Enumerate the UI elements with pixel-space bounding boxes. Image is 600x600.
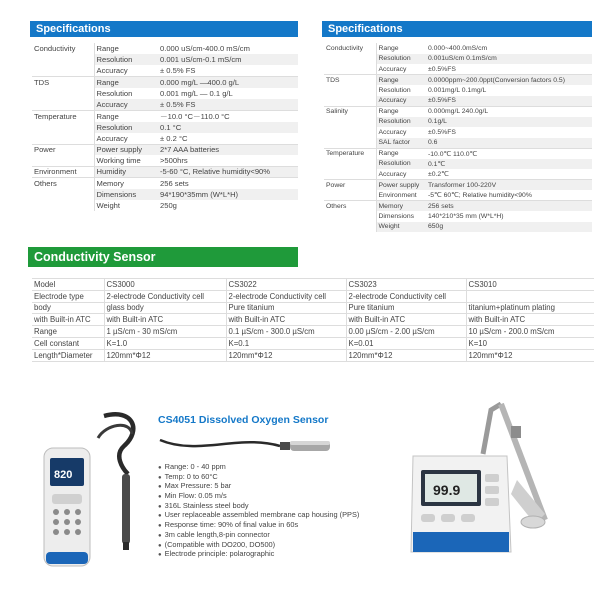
left-spec-value-cell: ± 0.2 °C (160, 133, 188, 143)
right-spec-group-cell: Salinity (324, 106, 376, 117)
conductivity-row (32, 279, 594, 291)
left-spec-param-cell: Weight (96, 201, 120, 211)
left-spec-param-cell: Accuracy (96, 66, 128, 76)
right-spec-param-cell: Accuracy (378, 170, 407, 178)
left-spec-group-cell: TDS (32, 77, 94, 88)
conductivity-cell: with Built-in ATC (466, 314, 594, 326)
conductivity-cell: 0.00 µS/cm - 2.00 µS/cm (346, 326, 466, 338)
right-spec-row (324, 106, 592, 117)
right-spec-value-cell: 0.0000ppm~200.0ppt(Conversion factors 0.5) (426, 75, 592, 86)
right-spec-group-cell: Temperature (324, 148, 376, 159)
left-spec-row (32, 189, 298, 200)
left-spec-row (32, 99, 298, 110)
conductivity-row (32, 314, 594, 326)
right-spec-row (324, 43, 592, 54)
left-spec-group-cell (32, 200, 94, 211)
left-spec-value-cell: 0.000 uS/cm-400.0 mS/cm (160, 44, 250, 54)
conductivity-row-label: with Built-in ATC (32, 314, 104, 326)
do-feature-item: ● Max Pressure: 5 bar (158, 481, 359, 491)
do-feature-item: ● Response time: 90% of final value in 60s (158, 520, 359, 530)
right-spec-row (324, 127, 592, 138)
left-spec-row (32, 144, 298, 155)
conductivity-cell: titanium+platinum plating (466, 302, 594, 314)
left-spec-value-cell: 250g (160, 201, 177, 211)
left-spec-value-cell: －10.0 °C－110.0 °C (158, 110, 298, 122)
left-spec-row (32, 166, 298, 177)
left-spec-param-cell: Resolution (96, 88, 133, 98)
right-spec-value-cell: 0.001mg/L 0.1mg/L (428, 86, 487, 94)
left-spec-param-cell: Power supply (94, 144, 158, 155)
do-feature-item: ● User replaceable assembled membrane cap housing (PPS) (158, 510, 359, 520)
right-spec-value-cell: ±0.5%FS (428, 128, 456, 136)
left-spec-group-cell (32, 133, 94, 144)
right-spec-param-cell: Resolution (376, 54, 426, 65)
left-spec-param-cell: Range (94, 77, 158, 88)
right-spec-param-cell: Memory (376, 201, 426, 212)
conductivity-cell: 0.1 µS/cm - 300.0 µS/cm (226, 326, 346, 338)
do-sensor-title: CS4051 Dissolved Oxygen Sensor (158, 414, 329, 426)
conductivity-row (32, 290, 594, 302)
left-spec-row (32, 54, 298, 65)
right-spec-value-cell: 140*210*35 mm (W*L*H) (428, 212, 504, 220)
right-spec-group-cell: Conductivity (324, 43, 376, 54)
conductivity-cell: K=10 (466, 337, 594, 349)
conductivity-cell: glass body (104, 302, 226, 314)
left-spec-header: Specifications (30, 21, 298, 37)
handheld-meter-image (38, 402, 150, 574)
right-spec-param-cell: Range (376, 75, 426, 86)
left-spec-table (32, 43, 298, 211)
left-spec-row (32, 155, 298, 166)
left-spec-row (32, 77, 298, 88)
right-spec-group-cell (324, 64, 376, 75)
conductivity-cell: CS3010 (466, 279, 594, 291)
left-spec-param-cell: Resolution (94, 54, 158, 65)
right-spec-table (324, 43, 592, 232)
right-spec-value-cell: 0.1g/L (426, 117, 592, 128)
right-spec-value-cell: -10.0℃ 110.0℃ (426, 148, 592, 159)
left-spec-group-cell (32, 122, 94, 133)
right-spec-param-cell: Resolution (378, 86, 411, 94)
left-spec-value-cell: ± 0.5% FS (158, 99, 298, 110)
conductivity-cell: with Built-in ATC (226, 314, 346, 326)
right-spec-row (324, 211, 592, 222)
conductivity-row-label: Cell constant (32, 337, 104, 349)
benchtop-meter-image (405, 402, 555, 558)
left-spec-value-cell: >500hrs (160, 156, 188, 166)
right-spec-param-cell: Environment (378, 191, 417, 199)
left-spec-value-cell: ± 0.5% FS (160, 66, 196, 76)
do-feature-item: ● Electrode principle: polarographic (158, 549, 359, 559)
right-spec-row (324, 75, 592, 86)
conductivity-row-label: Length*Diameter (32, 349, 104, 361)
conductivity-cell: 120mm*Φ12 (226, 349, 346, 361)
right-spec-group-cell (324, 54, 376, 65)
right-spec-value-cell: Transformer 100-220V (426, 180, 592, 191)
right-spec-row (324, 117, 592, 128)
left-spec-value-cell: 2*7 AAA batteries (158, 144, 298, 155)
left-spec-param-cell: Humidity (94, 166, 158, 177)
do-feature-item: ● 316L Stainless steel body (158, 501, 359, 511)
right-spec-group-cell (324, 211, 376, 222)
conductivity-row-label: body (32, 302, 104, 314)
right-spec-param-cell: SAL factor (376, 138, 426, 149)
conductivity-cell: with Built-in ATC (104, 314, 226, 326)
do-feature-item: ● Range: 0 - 40 ppm (158, 462, 359, 472)
conductivity-sensor-header: Conductivity Sensor (28, 247, 298, 267)
conductivity-cell: 120mm*Φ12 (346, 349, 466, 361)
right-spec-param-cell: Range (376, 106, 426, 117)
right-spec-group-cell (324, 96, 376, 107)
conductivity-cell: Pure titanium (226, 302, 346, 314)
right-spec-group-cell (324, 127, 376, 138)
right-spec-param-cell: Dimensions (378, 212, 415, 220)
left-spec-param-cell: Accuracy (94, 99, 158, 110)
right-spec-row (324, 222, 592, 233)
left-spec-row (32, 200, 298, 211)
conductivity-cell: K=0.1 (226, 337, 346, 349)
right-spec-value-cell: ±0.2℃ (428, 171, 449, 178)
left-spec-param-cell: Working time (96, 156, 141, 166)
conductivity-cell: with Built-in ATC (346, 314, 466, 326)
left-spec-group-cell: Temperature (32, 110, 94, 122)
left-spec-group-cell (32, 99, 94, 110)
left-spec-value-cell: -5-60 °C, Relative humidity<90% (158, 166, 298, 177)
do-feature-item: ● (Compatible with DO200, DO500) (158, 540, 359, 550)
right-spec-value-cell: ±0.5%FS (426, 96, 592, 107)
right-spec-row (324, 54, 592, 65)
conductivity-sensor-table (32, 278, 594, 362)
right-spec-row (324, 148, 592, 159)
right-spec-param-cell: Accuracy (378, 65, 407, 73)
do-feature-item: ● 3m cable length,8-pin connector (158, 530, 359, 540)
right-spec-param-cell: Resolution (376, 117, 426, 128)
right-spec-value-cell: ±0.5%FS (428, 65, 456, 73)
conductivity-cell: 2-electrode Conductivity cell (226, 290, 346, 302)
right-spec-param-cell: Accuracy (376, 96, 426, 107)
right-spec-value-cell: 0.001uS/cm 0.1mS/cm (426, 54, 592, 65)
left-spec-value-cell: 0.001 mg/L — 0.1 g/L (160, 88, 233, 98)
conductivity-cell: 120mm*Φ12 (104, 349, 226, 361)
do-feature-item: ● Temp: 0 to 60°C (158, 472, 359, 482)
right-spec-param-cell: Resolution (376, 159, 426, 170)
do-feature-item: ● Min Flow: 0.05 m/s (158, 491, 359, 501)
left-spec-row (32, 88, 298, 99)
right-spec-group-cell (324, 159, 376, 170)
right-spec-value-cell: 256 sets (426, 201, 592, 212)
right-spec-row (324, 201, 592, 212)
right-spec-param-cell: Range (376, 148, 426, 159)
conductivity-row (32, 349, 594, 361)
conductivity-cell: 1 µS/cm - 30 mS/cm (104, 326, 226, 338)
conductivity-cell (466, 290, 594, 302)
right-spec-row (324, 180, 592, 191)
left-spec-group-cell (32, 65, 94, 76)
conductivity-cell: CS3023 (346, 279, 466, 291)
right-spec-row (324, 64, 592, 75)
left-spec-group-cell (32, 88, 94, 99)
right-spec-param-cell: Weight (376, 222, 426, 233)
conductivity-cell: 2-electrode Conductivity cell (104, 290, 226, 302)
left-spec-value-cell: 256 sets (158, 178, 298, 189)
conductivity-cell: CS3022 (226, 279, 346, 291)
right-spec-value-cell: 0.000~400.0mS/cm (428, 44, 488, 52)
right-spec-group-cell (324, 169, 376, 180)
left-spec-row (32, 65, 298, 76)
conductivity-cell: 2-electrode Conductivity cell (346, 290, 466, 302)
do-feature-list (158, 462, 359, 559)
left-spec-value-cell: 94*190*35mm (W*L*H) (158, 189, 298, 200)
right-spec-group-cell (324, 138, 376, 149)
conductivity-row (32, 302, 594, 314)
left-spec-row (32, 178, 298, 189)
conductivity-cell: 120mm*Φ12 (466, 349, 594, 361)
handheld-display-value: 820 (54, 469, 73, 481)
benchtop-display-value: 99.9 (433, 482, 461, 498)
right-spec-row (324, 138, 592, 149)
right-spec-group-cell (324, 222, 376, 233)
left-spec-group-cell (32, 155, 94, 166)
right-spec-value-cell: -5℃ 60℃; Relative humidity<90% (428, 192, 532, 199)
right-spec-group-cell: Power (324, 180, 376, 191)
right-spec-row (324, 169, 592, 180)
right-spec-param-cell: Range (378, 44, 399, 52)
conductivity-row-label: Model (32, 279, 104, 291)
right-spec-row (324, 159, 592, 170)
right-spec-row (324, 85, 592, 96)
left-spec-param-cell: Memory (94, 178, 158, 189)
right-spec-value-cell: 0.6 (426, 138, 592, 149)
left-spec-row (32, 122, 298, 133)
left-spec-value-cell: 0.000 mg/L —400.0 g/L (158, 77, 298, 88)
left-spec-row (32, 133, 298, 144)
right-spec-row (324, 190, 592, 201)
conductivity-cell: CS3000 (104, 279, 226, 291)
right-spec-value-cell: 650g (426, 222, 592, 233)
left-spec-param-cell: Accuracy (96, 133, 128, 143)
conductivity-cell: K=0.01 (346, 337, 466, 349)
conductivity-cell: K=1.0 (104, 337, 226, 349)
do-probe-image (158, 432, 333, 462)
conductivity-cell: Pure titanium (346, 302, 466, 314)
left-spec-param-cell: Range (94, 110, 158, 122)
left-spec-param-cell: Dimensions (94, 189, 158, 200)
left-spec-group-cell (32, 189, 94, 200)
left-spec-group-cell: Power (32, 144, 94, 155)
right-spec-group-cell (324, 117, 376, 128)
right-spec-group-cell (324, 190, 376, 201)
right-spec-group-cell (324, 85, 376, 96)
right-spec-value-cell: 0.1℃ (426, 159, 592, 170)
conductivity-cell: 10 µS/cm - 200.0 mS/cm (466, 326, 594, 338)
right-spec-header: Specifications (322, 21, 592, 37)
conductivity-row-label: Electrode type (32, 290, 104, 302)
conductivity-row (32, 337, 594, 349)
left-spec-group-cell: Environment (32, 166, 94, 177)
right-spec-group-cell: Others (324, 201, 376, 212)
left-spec-group-cell (32, 54, 94, 65)
conductivity-row (32, 326, 594, 338)
left-spec-param-cell: Range (96, 44, 119, 54)
right-spec-value-cell: 0.000mg/L 240.0g/L (426, 106, 592, 117)
right-spec-param-cell: Power supply (376, 180, 426, 191)
left-spec-param-cell: Resolution (94, 122, 158, 133)
left-spec-group-cell: Conductivity (32, 43, 94, 54)
left-spec-value-cell: 0.1 °C (158, 122, 298, 133)
right-spec-group-cell: TDS (324, 75, 376, 86)
conductivity-row-label: Range (32, 326, 104, 338)
right-spec-row (324, 96, 592, 107)
left-spec-row (32, 110, 298, 122)
left-spec-group-cell: Others (32, 178, 94, 189)
right-spec-param-cell: Accuracy (378, 128, 407, 136)
left-spec-row (32, 43, 298, 54)
left-spec-value-cell: 0.001 uS/cm-0.1 mS/cm (158, 54, 298, 65)
